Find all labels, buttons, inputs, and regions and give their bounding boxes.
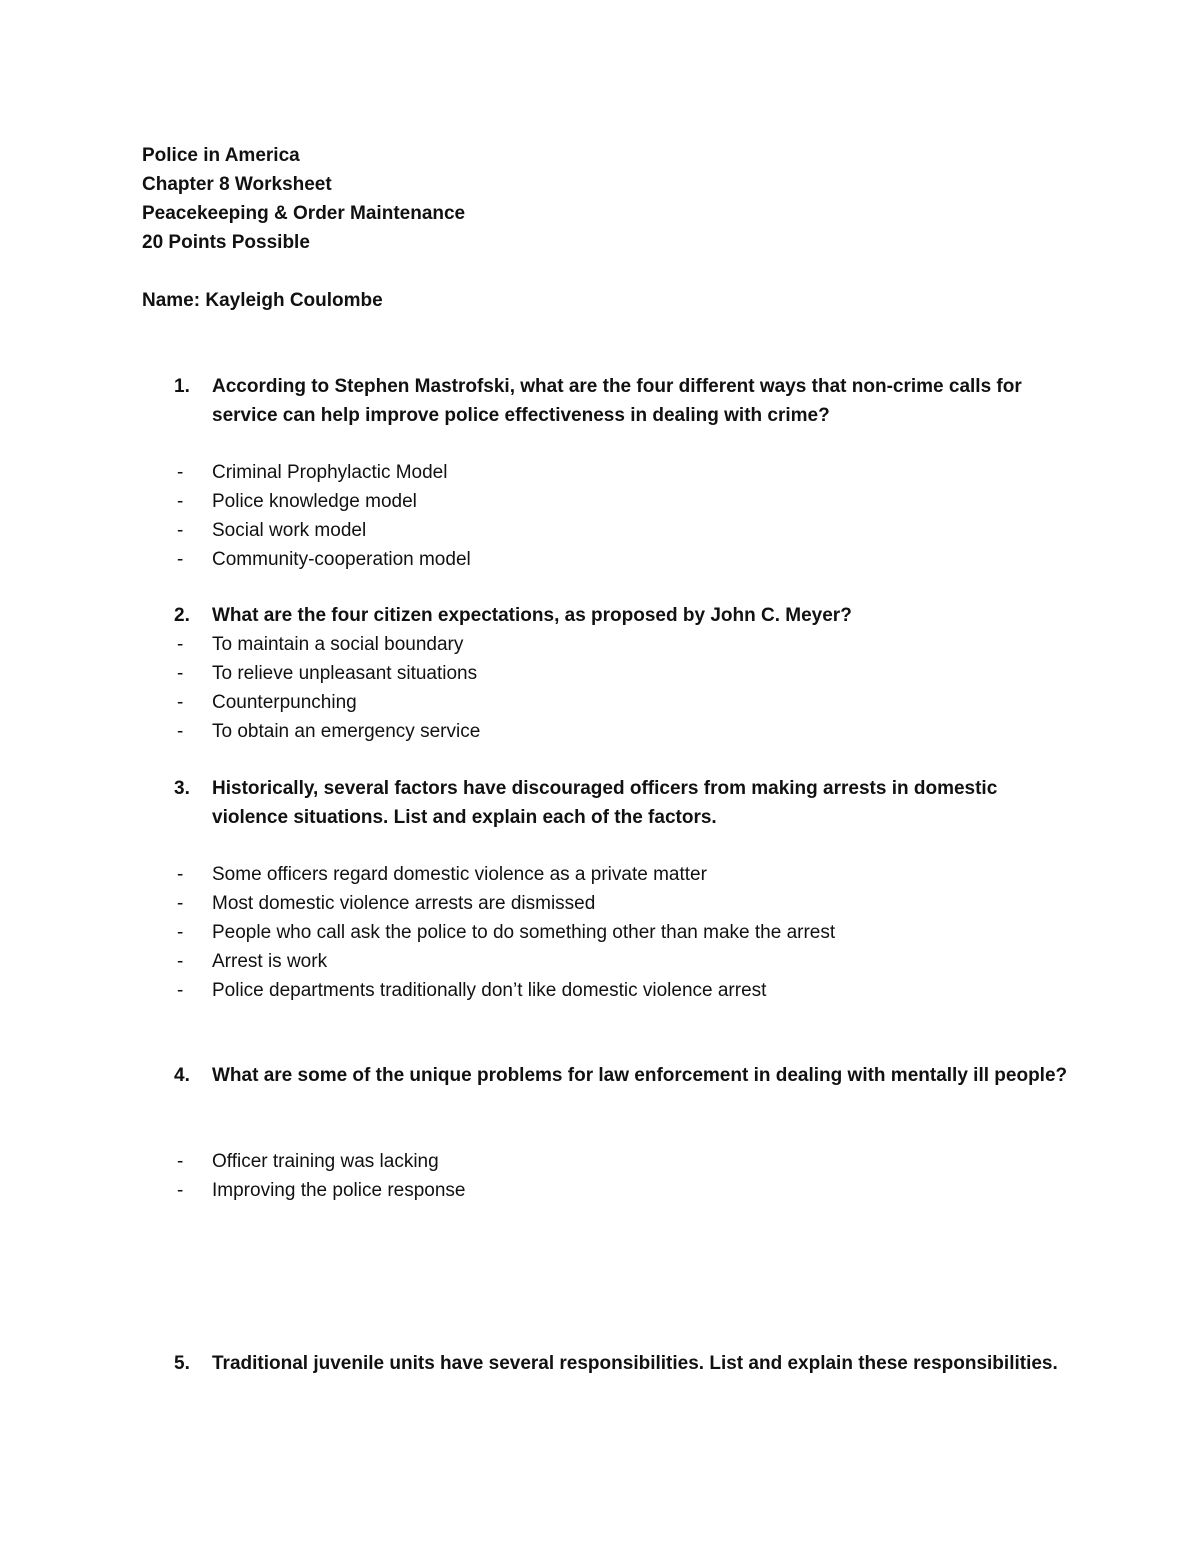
answer-list-3: [174, 860, 835, 1005]
bullet-dash: -: [177, 1151, 184, 1172]
question-number: 3.: [174, 778, 190, 799]
bullet-dash: -: [177, 663, 184, 684]
bullet-dash: -: [177, 951, 184, 972]
question-text: Traditional juvenile units have several responsibilities. List and explain these responsibilities.: [212, 1353, 1058, 1374]
answer-list-4: [174, 1147, 465, 1205]
bullet-dash: -: [177, 520, 184, 541]
question-number: 1.: [174, 376, 190, 397]
answer-item: [174, 976, 835, 1005]
answer-text: Police knowledge model: [212, 491, 417, 512]
answer-text: Counterpunching: [212, 692, 357, 713]
question-text: According to Stephen Mastrofski, what are the four different ways that non-crime calls for service can help improve police effectiveness in dealing with crime?: [212, 376, 1022, 426]
question-3: [174, 774, 1074, 832]
answer-item: [174, 545, 471, 574]
answer-item: [174, 918, 835, 947]
answer-item: [174, 688, 480, 717]
bullet-dash: -: [177, 491, 184, 512]
answer-item: [174, 487, 471, 516]
question-2: [174, 601, 1074, 630]
answer-item: [174, 889, 835, 918]
question-number: 4.: [174, 1065, 190, 1086]
answer-text: Social work model: [212, 520, 367, 541]
answer-text: To maintain a social boundary: [212, 634, 464, 655]
answer-text: Improving the police response: [212, 1180, 466, 1201]
answer-item: [174, 458, 471, 487]
question-text: Historically, several factors have discouraged officers from making arrests in domestic violence situations. List and explain each of the factors.: [212, 778, 998, 828]
question-5: [174, 1349, 1074, 1378]
answer-text: Community-cooperation model: [212, 549, 471, 570]
points-possible: 20 Points Possible: [142, 232, 310, 253]
answer-text: Officer training was lacking: [212, 1151, 439, 1172]
student-name: Name: Kayleigh Coulombe: [142, 290, 383, 311]
question-number: 2.: [174, 605, 190, 626]
answer-item: [174, 1176, 465, 1205]
answer-item: [174, 947, 835, 976]
answer-text: Most domestic violence arrests are dismissed: [212, 893, 596, 914]
question-4: [174, 1061, 1074, 1090]
course-title: Police in America: [142, 145, 300, 166]
question-text: What are the four citizen expectations, as proposed by John C. Meyer?: [212, 605, 852, 626]
answer-text: Police departments traditionally don’t like domestic violence arrest: [212, 980, 767, 1001]
answer-text: Arrest is work: [212, 951, 328, 972]
answer-item: [174, 630, 480, 659]
bullet-dash: -: [177, 980, 184, 1001]
answer-list-2: [174, 630, 480, 746]
bullet-dash: -: [177, 922, 184, 943]
question-1: [174, 372, 1074, 430]
answer-text: To obtain an emergency service: [212, 721, 481, 742]
answer-text: People who call ask the police to do something other than make the arrest: [212, 922, 836, 943]
question-text: What are some of the unique problems for law enforcement in dealing with mentally ill people?: [212, 1065, 1068, 1086]
bullet-dash: -: [177, 721, 184, 742]
bullet-dash: -: [177, 549, 184, 570]
bullet-dash: -: [177, 462, 184, 483]
answer-item: [174, 659, 480, 688]
answer-item: [174, 860, 835, 889]
bullet-dash: -: [177, 1180, 184, 1201]
bullet-dash: -: [177, 864, 184, 885]
topic-title: Peacekeeping & Order Maintenance: [142, 203, 466, 224]
answer-text: Criminal Prophylactic Model: [212, 462, 448, 483]
answer-text: To relieve unpleasant situations: [212, 663, 478, 684]
answer-item: [174, 717, 480, 746]
worksheet-title: Chapter 8 Worksheet: [142, 174, 332, 195]
bullet-dash: -: [177, 634, 184, 655]
answer-item: [174, 1147, 465, 1176]
answer-text: Some officers regard domestic violence as a private matter: [212, 864, 707, 885]
answer-list-1: [174, 458, 471, 574]
answer-item: [174, 516, 471, 545]
question-number: 5.: [174, 1353, 190, 1374]
bullet-dash: -: [177, 692, 184, 713]
bullet-dash: -: [177, 893, 184, 914]
